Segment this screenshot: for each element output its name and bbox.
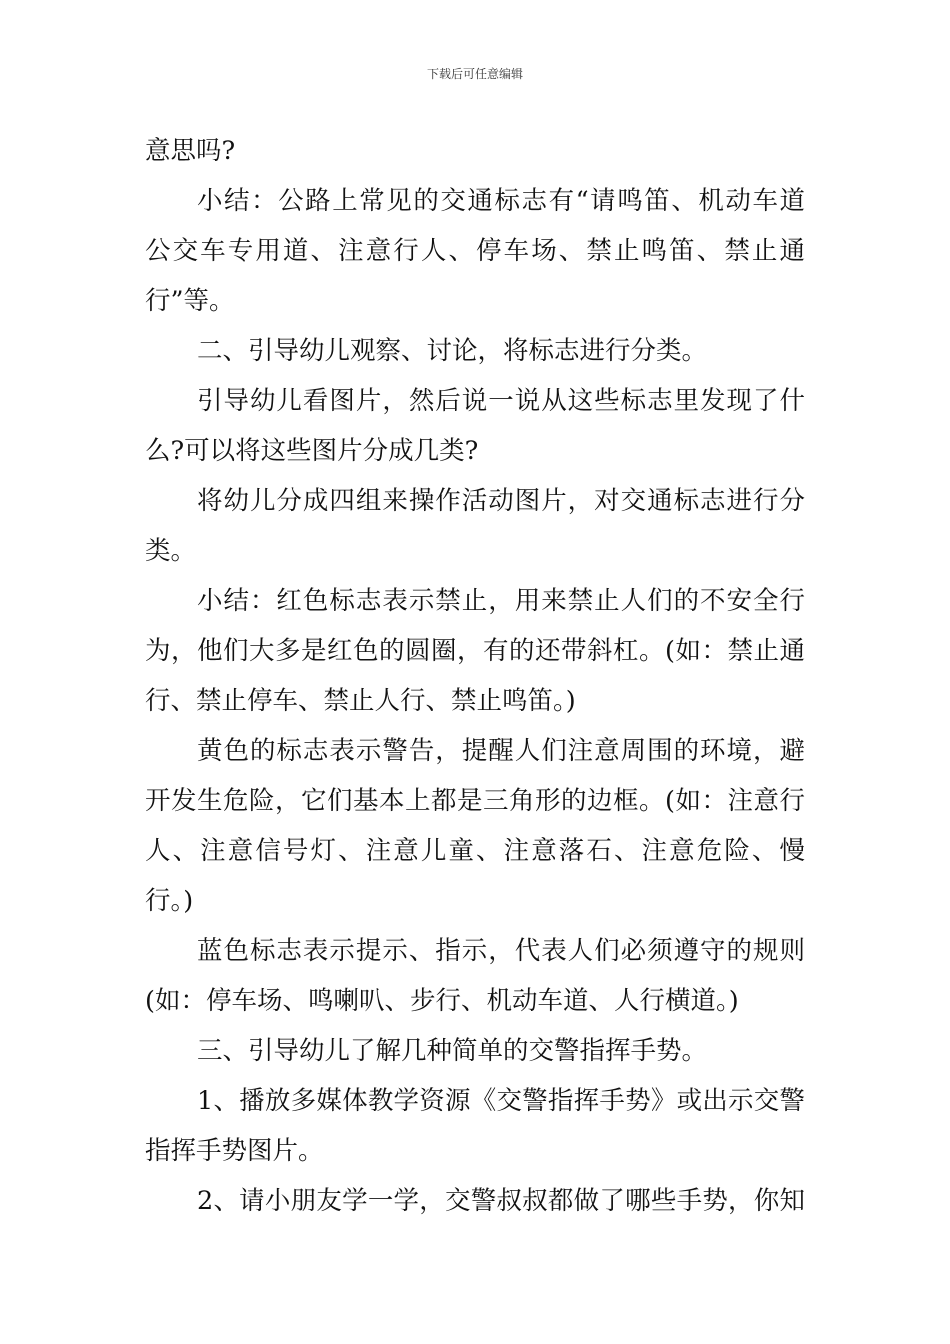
text-line: 引导幼儿看图片，然后说一说从这些标志里发现了什: [197, 386, 805, 416]
text-line: 人、注意信号灯、注意儿童、注意落石、注意危险、慢: [145, 836, 805, 866]
page-header: 下载后可任意编辑: [426, 67, 523, 81]
text-line: 么?可以将这些图片分成几类?: [145, 436, 479, 466]
text-line: 小结：红色标志表示禁止，用来禁止人们的不安全行: [197, 586, 805, 616]
text-line: 二、引导幼儿观察、讨论，将标志进行分类。: [197, 336, 708, 366]
text-line: 三、引导幼儿了解几种简单的交警指挥手势。: [197, 1036, 708, 1066]
text-line: 意思吗?: [145, 136, 236, 166]
text-line: 行。): [145, 886, 194, 916]
text-line: 黄色的标志表示警告，提醒人们注意周围的环境，避: [197, 736, 805, 766]
text-line: 2、请小朋友学一学，交警叔叔都做了哪些手势，你知: [197, 1186, 805, 1216]
text-line: 公交车专用道、注意行人、停车场、禁止鸣笛、禁止通: [145, 236, 805, 266]
text-line: 将幼儿分成四组来操作活动图片，对交通标志进行分: [197, 486, 805, 516]
text-line: 小结：公路上常见的交通标志有“请鸣笛、机动车道: [197, 186, 805, 216]
text-line: 1、播放多媒体教学资源《交警指挥手势》或出示交警: [197, 1086, 805, 1116]
document-body: [145, 126, 805, 1226]
text-line: 行”等。: [145, 286, 235, 316]
text-line: 为，他们大多是红色的圆圈，有的还带斜杠。(如：禁止通: [145, 636, 805, 666]
text-line: 类。: [145, 536, 197, 566]
text-line: 行、禁止停车、禁止人行、禁止鸣笛。): [145, 686, 576, 716]
text-line: 蓝色标志表示提示、指示，代表人们必须遵守的规则: [197, 936, 805, 966]
text-line: 指挥手势图片。: [145, 1136, 324, 1166]
text-line: 开发生危险，它们基本上都是三角形的边框。(如：注意行: [145, 786, 805, 816]
text-line: (如：停车场、鸣喇叭、步行、机动车道、人行横道。): [145, 986, 739, 1016]
